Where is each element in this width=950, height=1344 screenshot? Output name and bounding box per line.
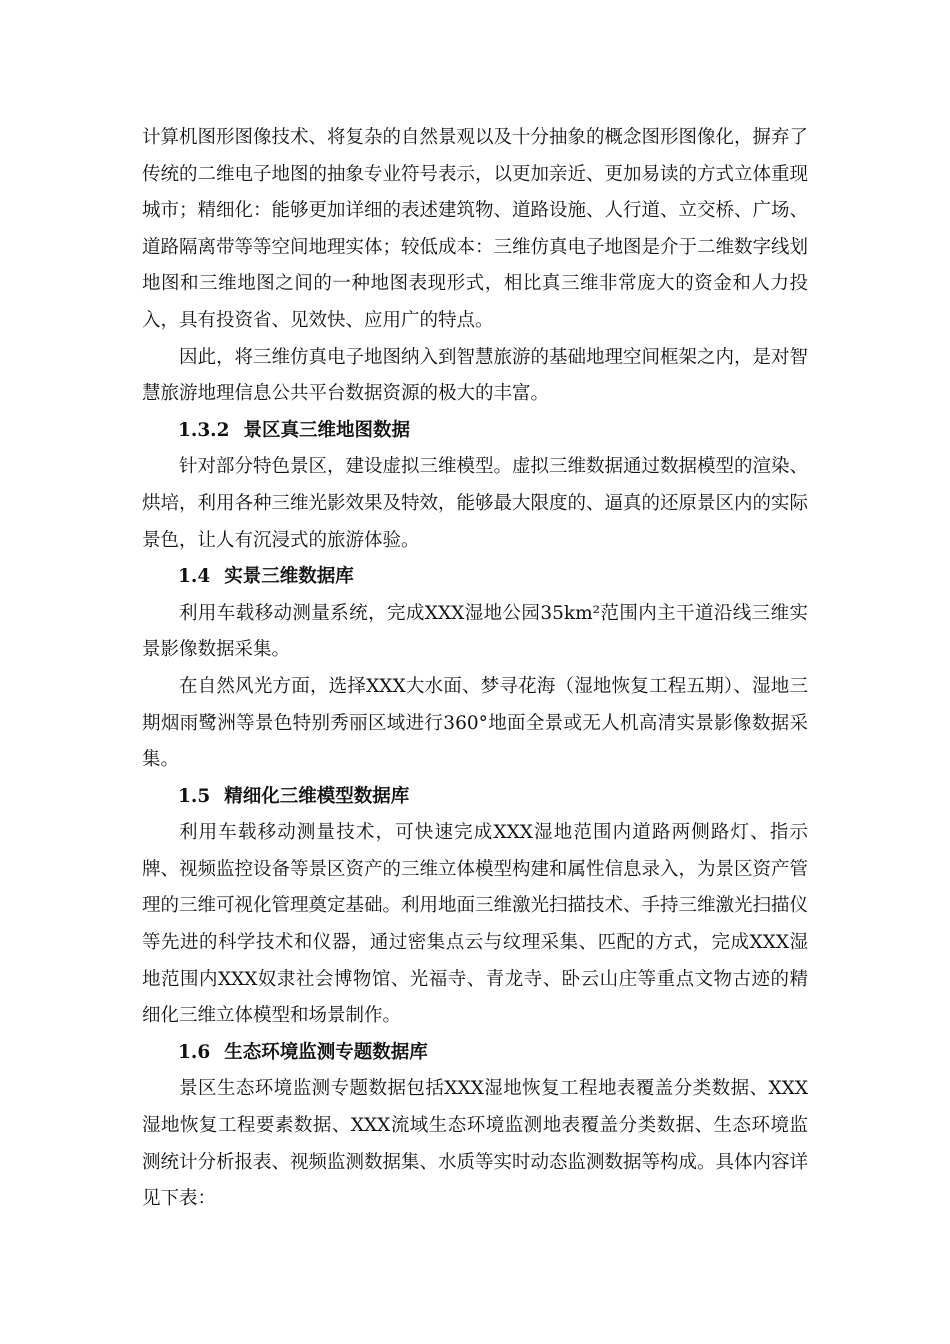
paragraph-panorama-collection: 在自然风光方面，选择XXX大水面、梦寻花海（湿地恢复工程五期）、湿地三期烟雨鹭洲等景色特别秀丽区域进行360°地面全景或无人机高清实景影像数据采集。	[142, 675, 808, 771]
paragraph-vehicle-survey: 利用车载移动测量系统，完成XXX湿地公园35km²范围内主干道沿线三维实景影像数据采集。	[142, 602, 808, 661]
section-title: 景区真三维地图数据	[243, 419, 411, 441]
section-number: 1.6	[178, 1041, 211, 1063]
section-title: 实景三维数据库	[224, 566, 354, 588]
section-title: 生态环境监测专题数据库	[224, 1041, 428, 1063]
section-heading-1-5	[142, 779, 808, 816]
section-heading-1-4	[142, 559, 808, 596]
section-title: 精细化三维模型数据库	[224, 785, 410, 807]
section-number: 1.5	[178, 785, 211, 807]
section-heading-1-3-2	[142, 413, 808, 450]
section-number: 1.4	[178, 566, 211, 588]
paragraph-virtual-3d-model: 针对部分特色景区，建设虚拟三维模型。虚拟三维数据通过数据模型的渲染、烘培，利用各种三维光影效果及特效，能够最大限度的、逼真的还原景区内的实际景色，让人有沉浸式的旅游体验。	[142, 456, 809, 551]
paragraph-conclusion: 因此，将三维仿真电子地图纳入到智慧旅游的基础地理空间框架之内，是对智慧旅游地理信息公共平台数据资源的极大的丰富。	[142, 346, 809, 405]
paragraph-eco-monitoring: 景区生态环境监测专题数据包括XXX湿地恢复工程地表覆盖分类数据、XXX湿地恢复工程要素数据、XXX流域生态环境监测地表覆盖分类数据、生态环境监测统计分析报表、视频监测数据集、水质等实时动态监测数据等构成。具体内容详见下表：	[142, 1078, 809, 1210]
paragraph-fine-model: 利用车载移动测量技术，可快速完成XXX湿地范围内道路两侧路灯、指示牌、视频监控设备等景区资产的三维立体模型构建和属性信息录入，为景区资产管理的三维可视化管理奠定基础。利用地面三维激光扫描技术、手持三维激光扫描仪等先进的科学技术和仪器，通过密集点云与纹理采集、匹配的方式，完成XXX湿地范围内XXX奴隶社会博物馆、光福寺、青龙寺、卧云山庄等重点文物古迹的精细化三维立体模型和场景制作。	[142, 822, 809, 1027]
document-page	[142, 120, 808, 1218]
paragraph-3d-map-advantages: 计算机图形图像技术、将复杂的自然景观以及十分抽象的概念图形图像化，摒弃了传统的二维电子地图的抽象专业符号表示，以更加亲近、更加易读的方式立体重现城市；精细化：能够更加详细的表述建筑物、道路设施、人行道、立交桥、广场、道路隔离带等等空间地理实体；较低成本：三维仿真电子地图是介于二维数字线划地图和三维地图之间的一种地图表现形式，相比真三维非常庞大的资金和人力投入，具有投资省、见效快、应用广的特点。	[142, 127, 809, 331]
section-number: 1.3.2	[178, 419, 230, 441]
section-heading-1-6	[142, 1035, 808, 1072]
